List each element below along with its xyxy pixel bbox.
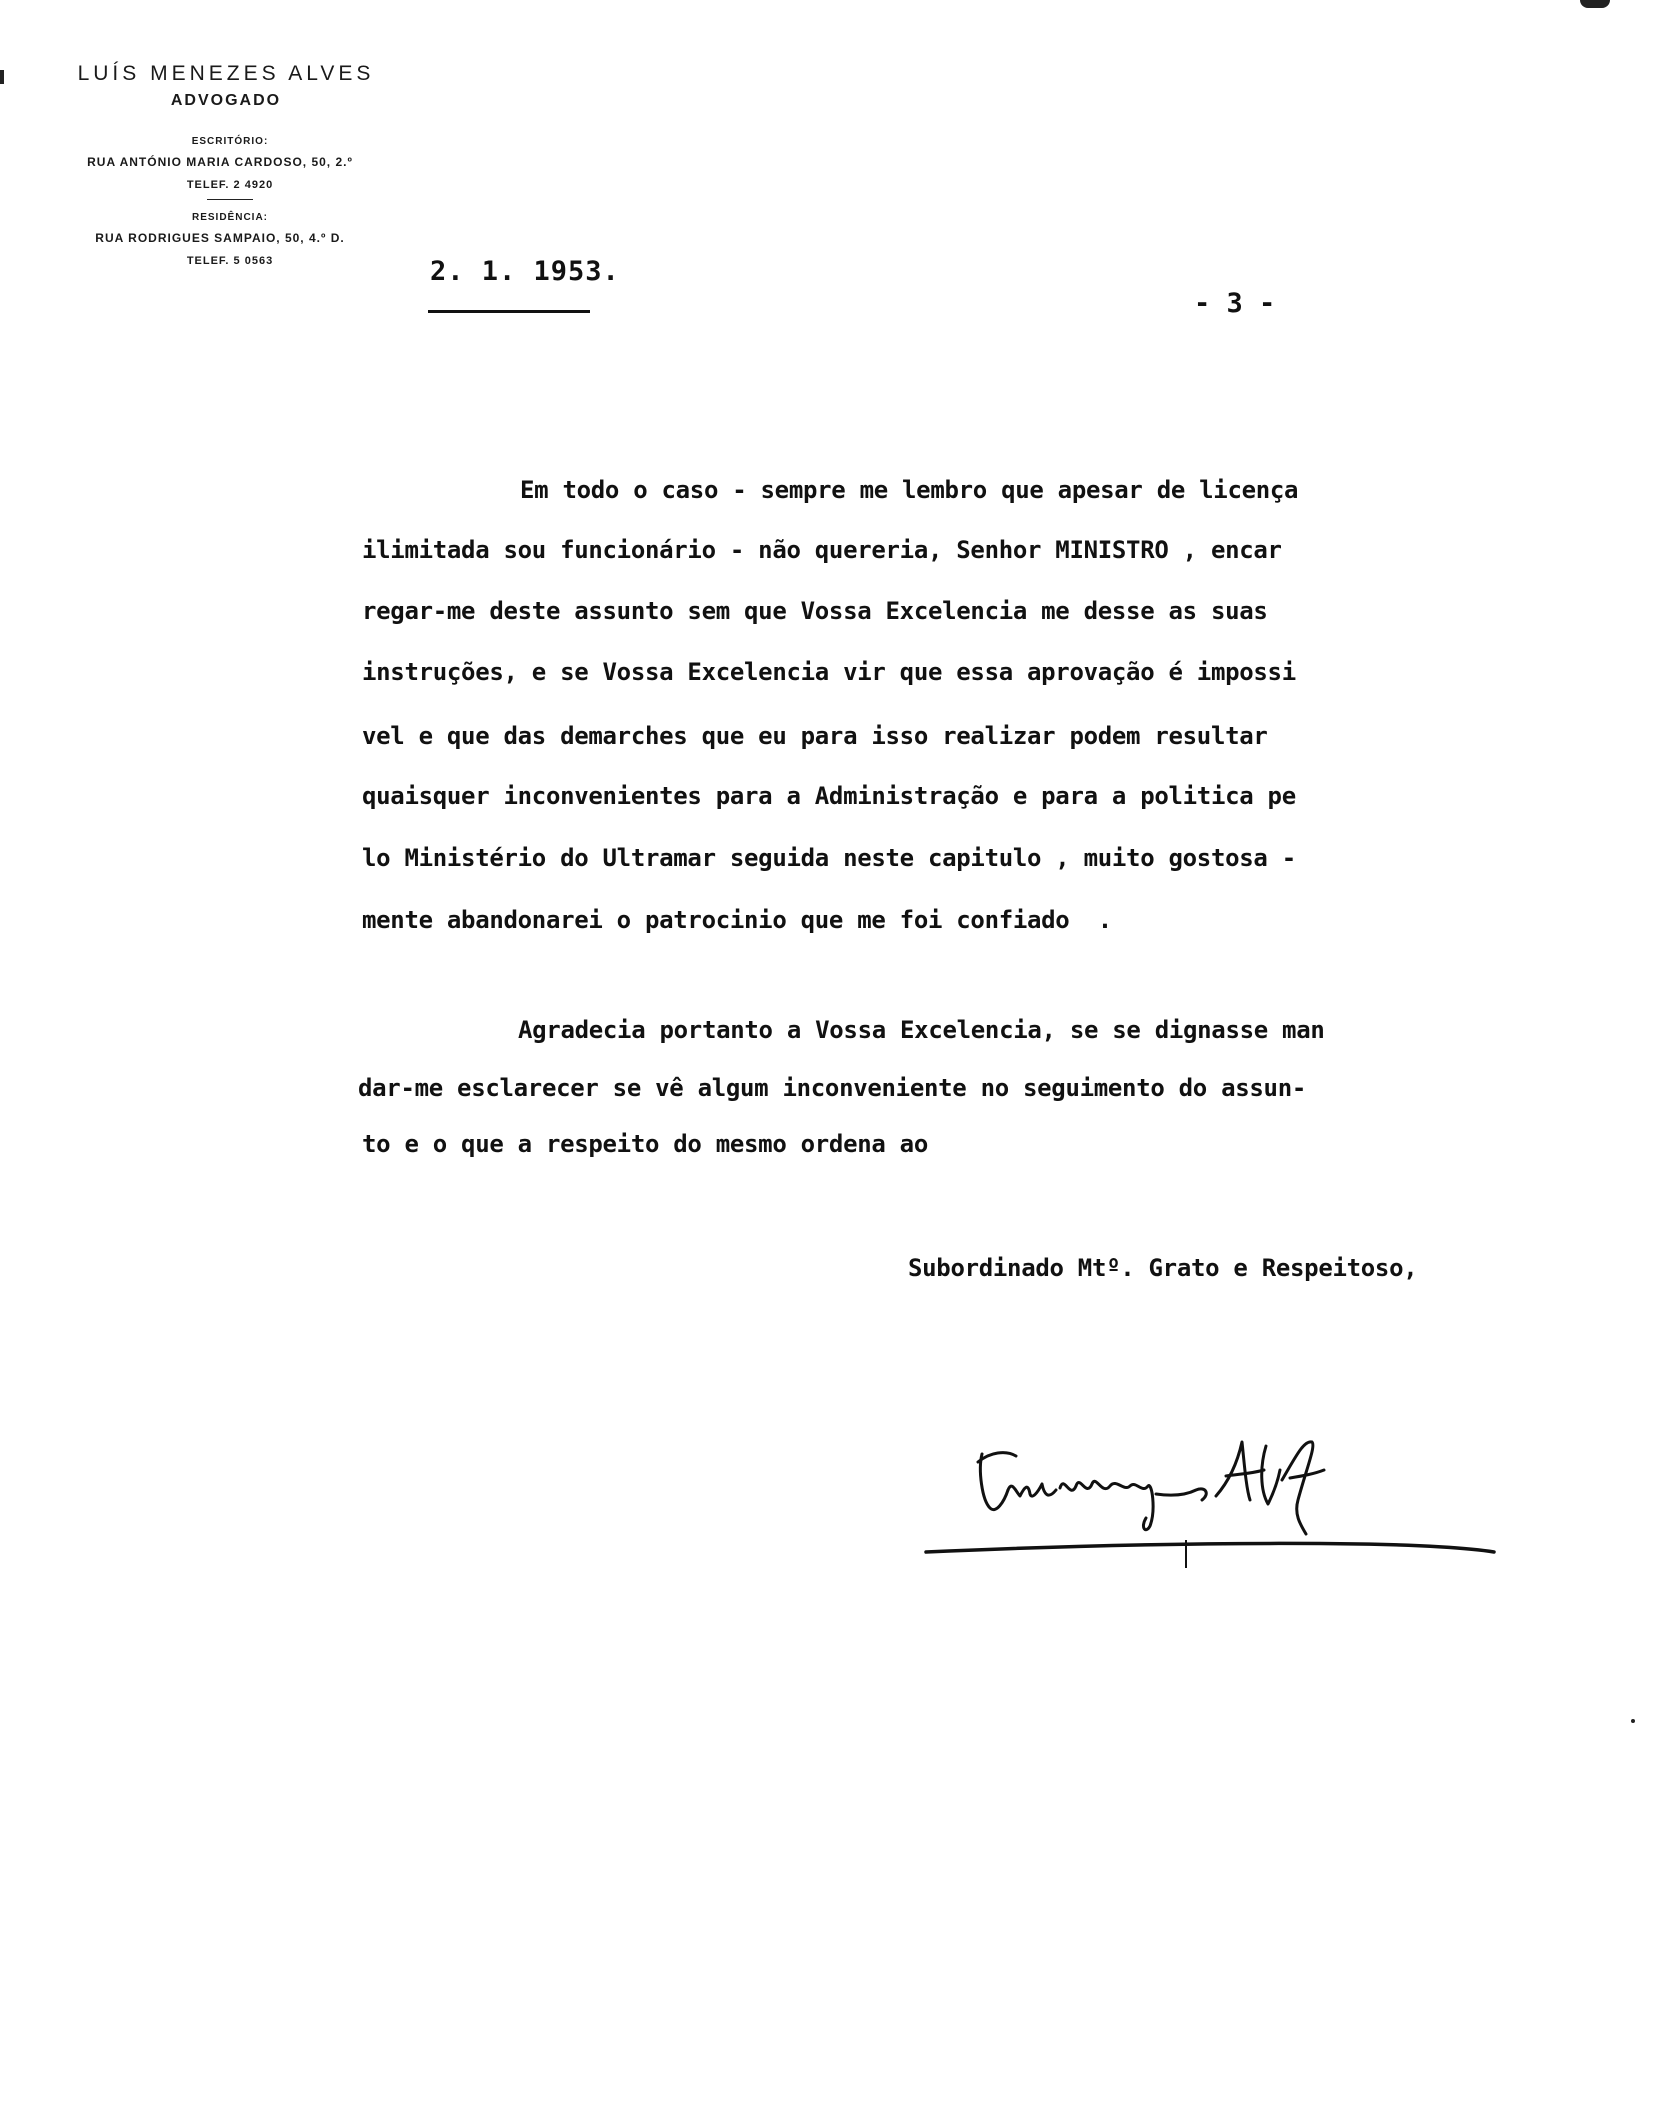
letterhead-divider bbox=[207, 199, 253, 200]
body-line: Em todo o caso - sempre me lembro que apesar de licença bbox=[520, 476, 1299, 504]
letterhead-name: LUÍS MENEZES ALVES bbox=[77, 62, 375, 85]
body-line: instruções, e se Vossa Excelencia vir que essa aprovação é impossi bbox=[362, 658, 1296, 686]
body-line: ilimitada sou funcionário - não quereria, Senhor MINISTRO , encar bbox=[362, 536, 1282, 564]
body-line: regar-me deste assunto sem que Vossa Excelencia me desse as suas bbox=[362, 597, 1268, 625]
body-line: to e o que a respeito do mesmo ordena ao bbox=[362, 1130, 928, 1158]
letter-date: 2. 1. 1953. bbox=[430, 256, 620, 287]
office-address: RUA ANTÓNIO MARIA CARDOSO, 50, 2.º bbox=[87, 155, 353, 169]
body-line: lo Ministério do Ultramar seguida neste capitulo , muito gostosa - bbox=[362, 844, 1296, 872]
body-line: Agradecia portanto a Vossa Excelencia, se se dignasse man bbox=[518, 1016, 1325, 1044]
handwritten-signature bbox=[920, 1430, 1500, 1570]
date-underline bbox=[428, 310, 590, 313]
signature-text: Luís Menezes Alves bbox=[920, 1430, 929, 1431]
office-label: ESCRITÓRIO: bbox=[191, 136, 269, 147]
body-line: quaisquer inconvenientes para a Administração e para a politica pe bbox=[362, 782, 1296, 810]
closing-salutation: Subordinado Mtº. Grato e Respeitoso, bbox=[908, 1254, 1418, 1282]
scan-mark bbox=[1580, 0, 1610, 8]
letterhead bbox=[30, 62, 410, 267]
residence-address: RUA RODRIGUES SAMPAIO, 50, 4.º D. bbox=[95, 231, 345, 245]
letterhead-profession: ADVOGADO bbox=[170, 92, 282, 109]
residence-label: RESIDÊNCIA: bbox=[191, 212, 268, 223]
body-line: vel e que das demarches que eu para isso realizar podem resultar bbox=[362, 722, 1268, 750]
body-line: dar-me esclarecer se vê algum inconveniente no seguimento do assun- bbox=[358, 1074, 1306, 1102]
body-line: mente abandonarei o patrocinio que me foi confiado . bbox=[362, 906, 1112, 934]
residence-phone: TELEF. 5 0563 bbox=[186, 255, 274, 267]
office-phone: TELEF. 2 4920 bbox=[186, 179, 274, 191]
edge-mark bbox=[0, 70, 4, 84]
page-number: - 3 - bbox=[1194, 288, 1276, 319]
scan-speck bbox=[1631, 1719, 1635, 1723]
